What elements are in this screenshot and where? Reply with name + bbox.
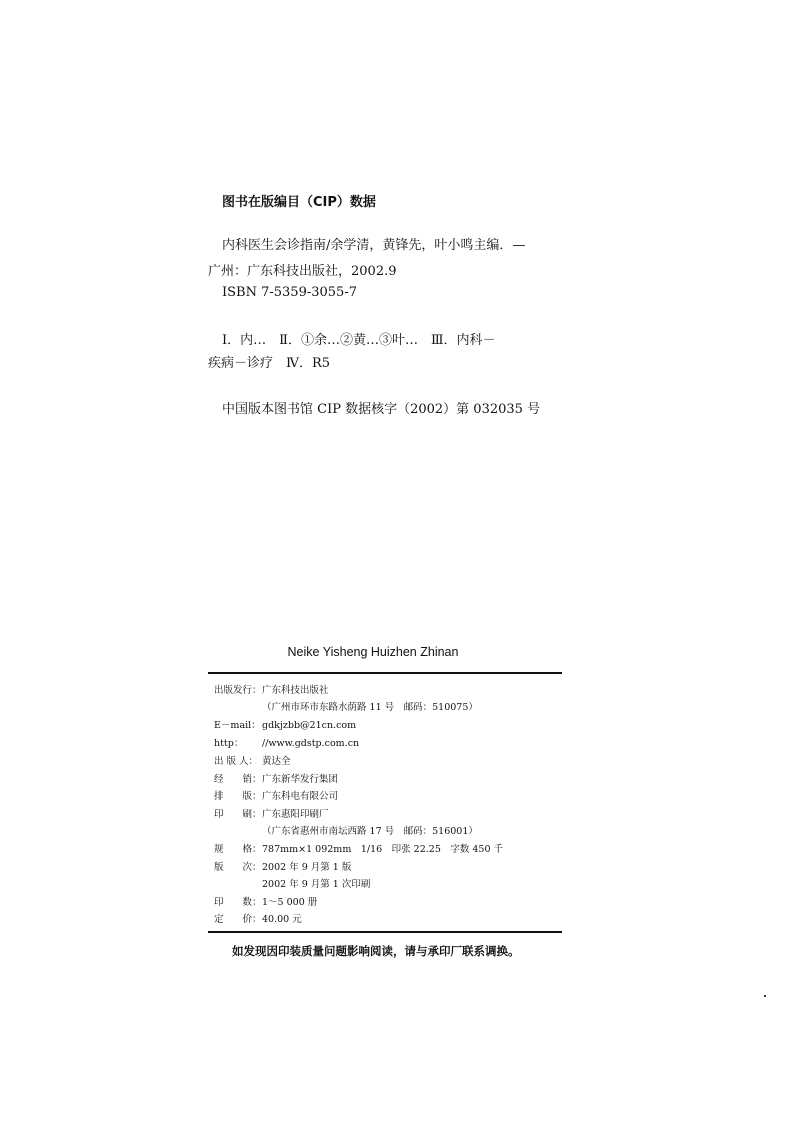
colophon-value: 广东科电有限公司 xyxy=(262,791,339,802)
colophon-value: 黄达全 xyxy=(262,756,291,767)
colophon-row xyxy=(214,685,329,697)
cip-line: 广州：广东科技出版社，2002.9 xyxy=(208,264,397,279)
colophon-value: 广东科技出版社 xyxy=(262,685,329,696)
colophon-row xyxy=(214,720,356,732)
speck xyxy=(764,995,766,997)
colophon-label: 规 格： xyxy=(214,844,262,855)
cip-line: 中国版本图书馆 CIP 数据核字（2002）第 032035 号 xyxy=(222,402,541,417)
cip-line: 疾病－诊疗 Ⅳ．R5 xyxy=(208,356,331,371)
colophon-row xyxy=(214,862,351,874)
colophon-row xyxy=(262,702,478,714)
colophon-row xyxy=(262,879,370,891)
colophon-label: 出 版 人： xyxy=(214,756,259,767)
colophon-value: 787mm×1 092mm 1/16 印张 22.25 字数 450 千 xyxy=(262,844,504,855)
cip-line: ISBN 7-5359-3055-7 xyxy=(222,285,357,300)
colophon-value: //www.gdstp.com.cn xyxy=(262,738,360,749)
colophon-label: 定 价： xyxy=(214,914,262,925)
cip-line: 内科医生会诊指南/余学清，黄锋先，叶小鸣主编．— xyxy=(222,238,526,253)
colophon-value: 广东新华发行集团 xyxy=(262,774,339,785)
colophon-row xyxy=(214,844,503,856)
colophon-label: 版 次： xyxy=(214,862,262,873)
colophon-row xyxy=(214,774,338,786)
colophon-row xyxy=(262,826,478,838)
colophon-label: E－mail： xyxy=(214,720,261,731)
colophon-row xyxy=(214,738,359,750)
colophon-value: （广州市环市东路水荫路 11 号 邮码：510075） xyxy=(262,702,478,713)
top-rule xyxy=(208,672,562,674)
colophon-value: 1～5 000 册 xyxy=(262,897,318,908)
colophon-row xyxy=(214,914,302,926)
colophon-label: http： xyxy=(214,738,244,749)
colophon-value: gdkjzbb@21cn.com xyxy=(262,720,357,731)
colophon-row xyxy=(214,791,338,803)
colophon-value: （广东省惠州市南坛西路 17 号 邮码：516001） xyxy=(262,826,478,837)
colophon-label: 排 版： xyxy=(214,791,262,802)
colophon-value: 2002 年 9 月第 1 版 xyxy=(262,862,352,873)
cip-line: Ⅰ．内… Ⅱ．①余…②黄…③叶… Ⅲ．内科－ xyxy=(222,333,496,348)
colophon-label: 印 数： xyxy=(214,897,262,908)
colophon-label: 经 销： xyxy=(214,774,262,785)
colophon-row xyxy=(214,756,291,768)
colophon-row xyxy=(214,809,329,821)
quality-notice: 如发现因印装质量问题影响阅读，请与承印厂联系调换。 xyxy=(232,944,520,958)
colophon-row xyxy=(214,897,317,909)
bottom-rule xyxy=(208,931,562,933)
colophon-value: 广东惠阳印刷厂 xyxy=(262,809,329,820)
pinyin-title: Neike Yisheng Huizhen Zhinan xyxy=(287,645,459,659)
colophon-label: 印 刷： xyxy=(214,809,262,820)
cip-heading: 图书在版编目（CIP）数据 xyxy=(222,195,376,210)
colophon-value: 40.00 元 xyxy=(262,914,302,925)
colophon-value: 2002 年 9 月第 1 次印刷 xyxy=(262,879,371,890)
colophon-label: 出版发行： xyxy=(214,685,262,696)
